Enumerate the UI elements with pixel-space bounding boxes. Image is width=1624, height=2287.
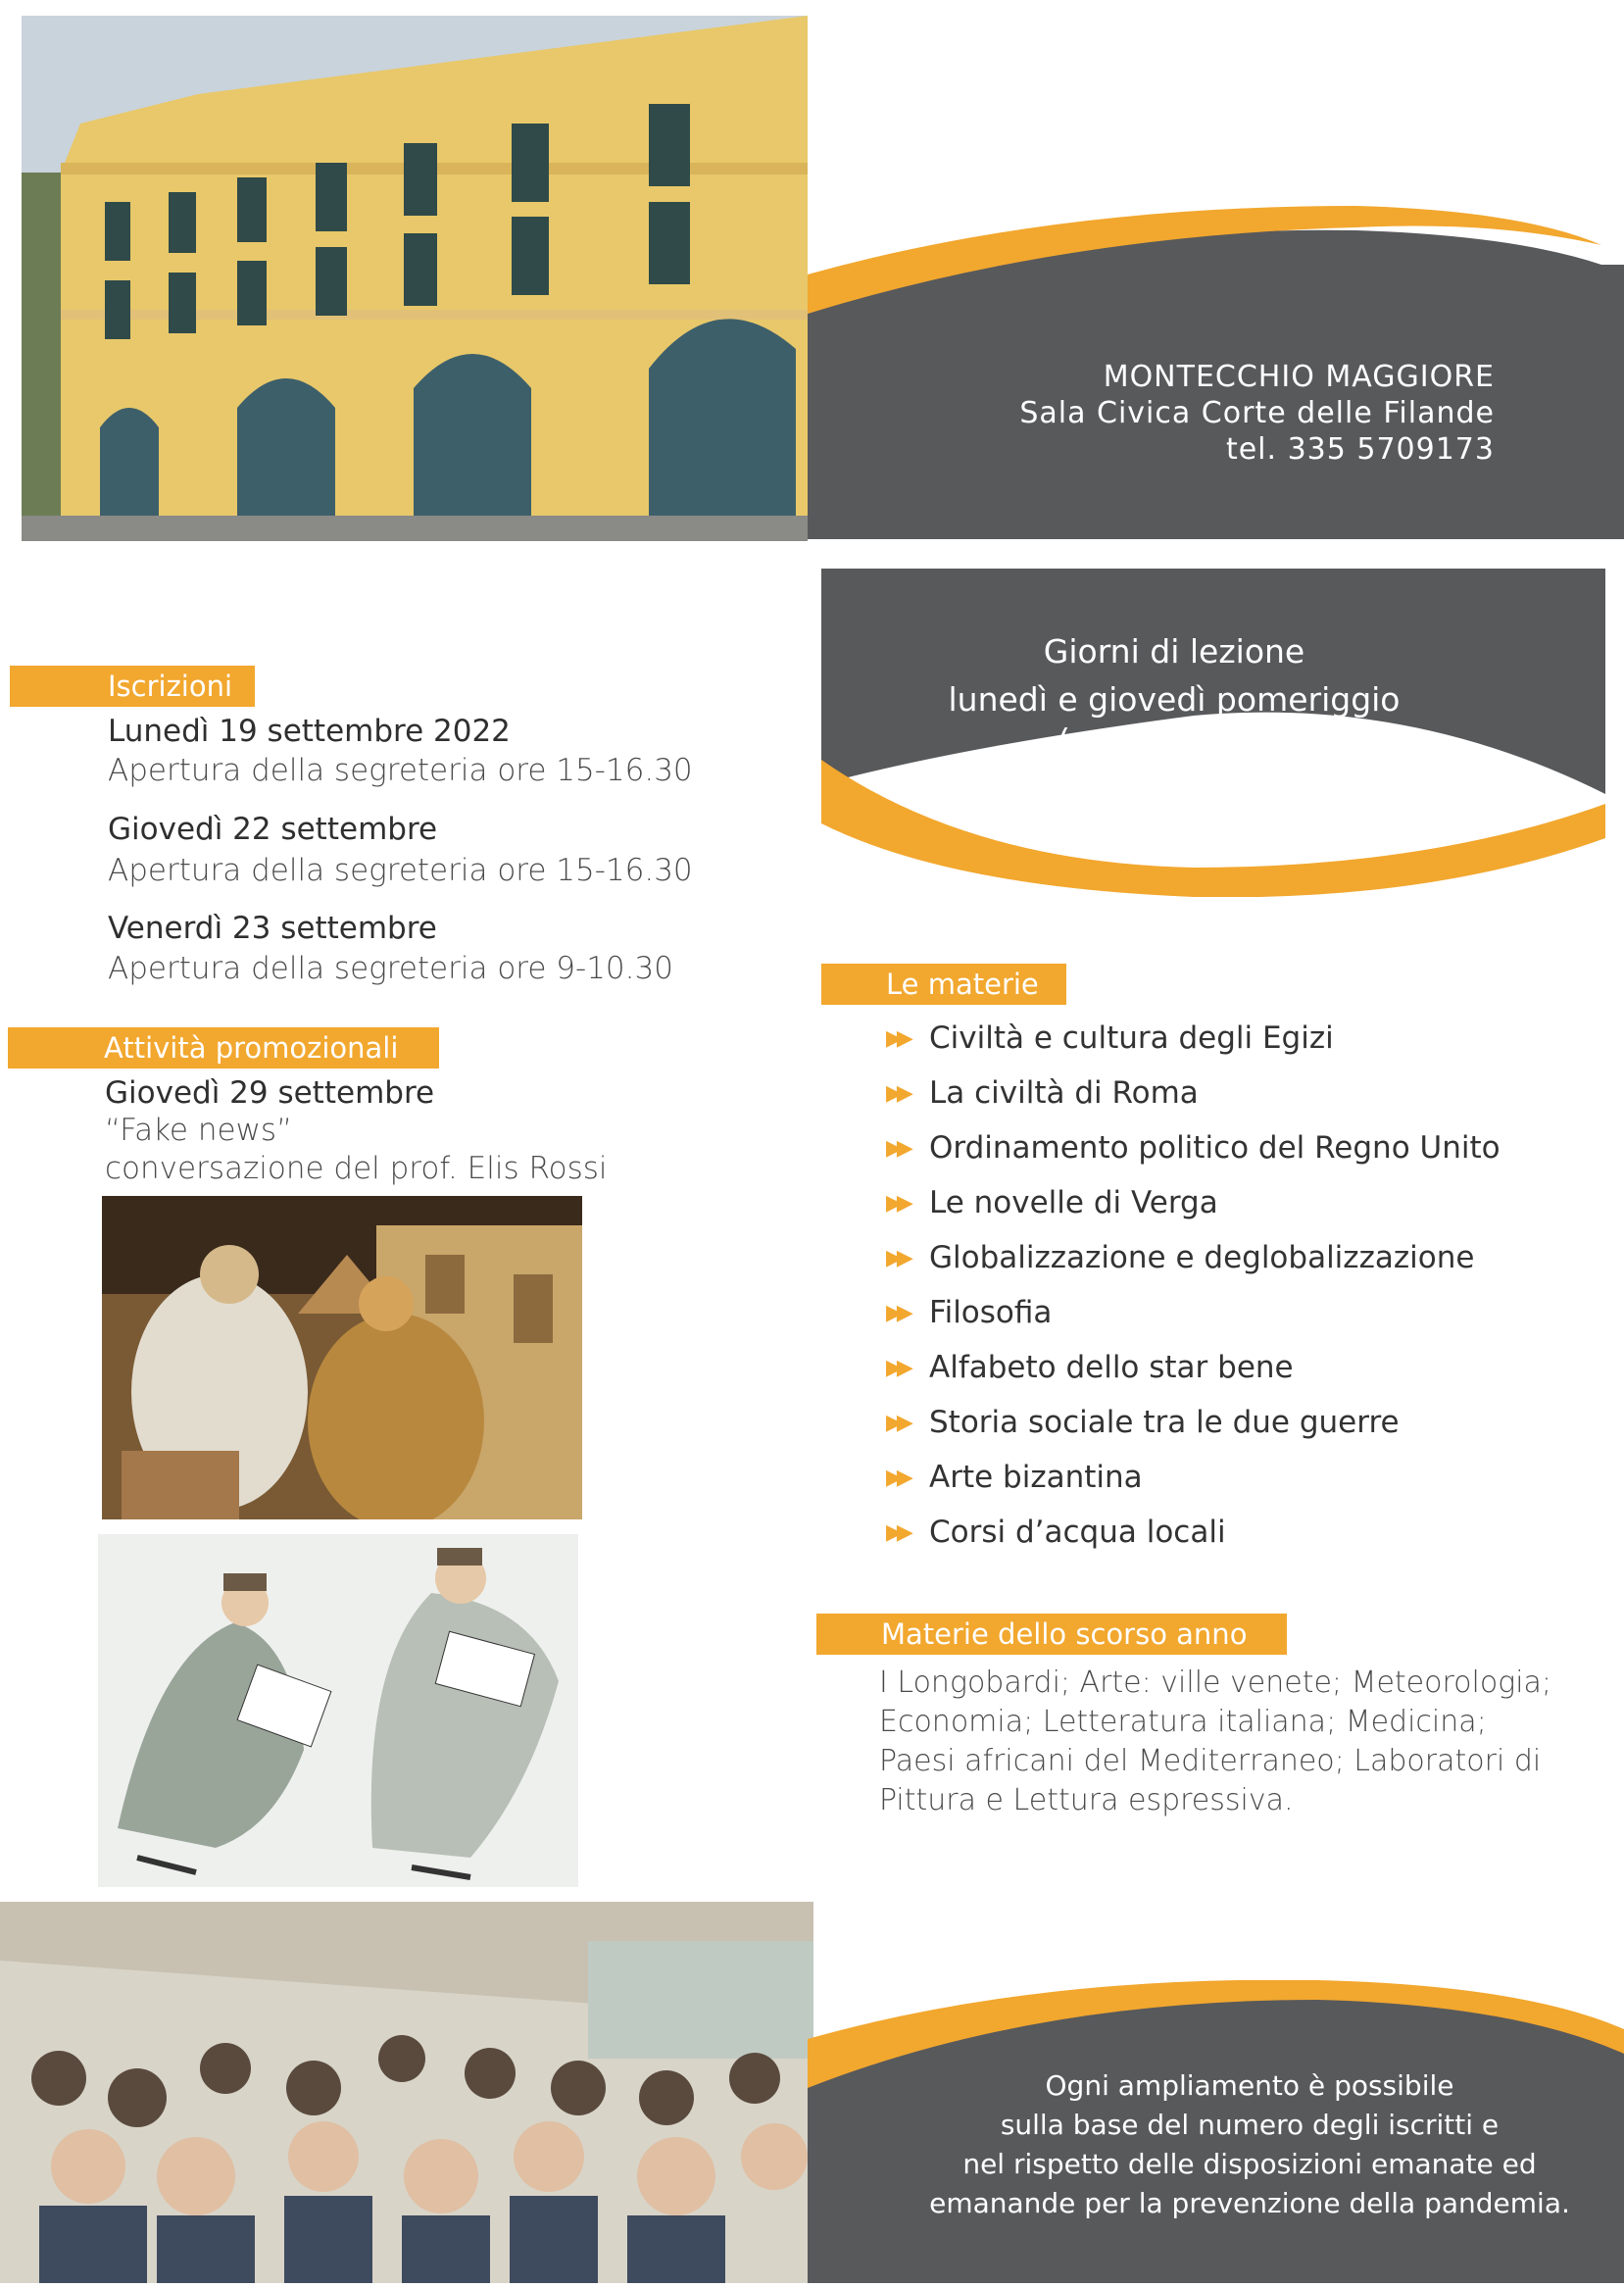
promo-tag xyxy=(8,1027,439,1069)
promo-title: “Fake news” xyxy=(105,1113,293,1148)
lessons-title: Giorni di lezione xyxy=(1043,632,1305,671)
promo-label: Attività promozionali xyxy=(104,1031,399,1065)
fresco-image xyxy=(102,1196,582,1519)
double-arrow-icon: ▶▶ xyxy=(886,1135,908,1161)
location-phone: tel. 335 5709173 xyxy=(1225,432,1495,467)
subject-label: Globalizzazione e deglobalizzazione xyxy=(929,1240,1475,1275)
subject-item xyxy=(886,1120,1501,1175)
materie-label: Le materie xyxy=(886,968,1039,1001)
footer-line: sulla base del numero degli iscritti e xyxy=(1000,2109,1500,2141)
past-line: Pittura e Lettura espressiva. xyxy=(879,1783,1294,1817)
subject-label: Corsi d’acqua locali xyxy=(929,1515,1226,1550)
subject-label: Alfabeto dello star bene xyxy=(929,1350,1294,1385)
iscrizioni-tag xyxy=(10,666,255,707)
subject-item xyxy=(886,1395,1501,1450)
double-arrow-icon: ▶▶ xyxy=(886,1245,908,1270)
past-label: Materie dello scorso anno xyxy=(881,1617,1248,1651)
promo-speaker: conversazione del prof. Elis Rossi xyxy=(105,1151,608,1186)
subject-label: Arte bizantina xyxy=(929,1460,1143,1495)
iscrizioni-date-3: Venerdì 23 settembre xyxy=(108,911,437,946)
double-arrow-icon: ▶▶ xyxy=(886,1519,908,1545)
subject-item xyxy=(886,1285,1501,1340)
past-text xyxy=(879,1664,1551,1820)
past-tag xyxy=(816,1614,1287,1655)
past-line: Economia; Letteratura italiana; Medicina; xyxy=(879,1705,1487,1739)
location-venue: Sala Civica Corte delle Filande xyxy=(1019,396,1495,430)
subject-label: La civiltà di Roma xyxy=(929,1075,1199,1111)
subject-label: Storia sociale tra le due guerre xyxy=(929,1405,1400,1440)
location-text xyxy=(882,359,1495,468)
double-arrow-icon: ▶▶ xyxy=(886,1025,908,1051)
lessons-hours: (ore 15-16.30) xyxy=(1058,721,1291,760)
double-arrow-icon: ▶▶ xyxy=(886,1465,908,1490)
iscrizioni-date-2: Giovedì 22 settembre xyxy=(108,812,438,847)
location-city: MONTECCHIO MAGGIORE xyxy=(1103,360,1495,394)
subject-item xyxy=(886,1230,1501,1285)
double-arrow-icon: ▶▶ xyxy=(886,1300,908,1325)
promo-date: Giovedì 29 settembre xyxy=(105,1075,435,1111)
subject-item xyxy=(886,1340,1501,1395)
footer-text xyxy=(911,2066,1588,2223)
iscrizioni-text-3: Apertura della segreteria ore 9-10.30 xyxy=(108,951,673,986)
footer-line: emanande per la prevenzione della pandemia. xyxy=(929,2187,1570,2219)
subject-label: Le novelle di Verga xyxy=(929,1185,1218,1220)
subject-item xyxy=(886,1505,1501,1560)
fake-news-cartoon xyxy=(98,1534,578,1887)
past-line: I Longobardi; Arte: ville venete; Meteorologia; xyxy=(879,1666,1552,1700)
subject-item xyxy=(886,1450,1501,1505)
footer-line: nel rispetto delle disposizioni emanate ed xyxy=(962,2148,1537,2180)
iscrizioni-text-1: Apertura della segreteria ore 15-16.30 xyxy=(108,753,693,788)
subject-item xyxy=(886,1066,1501,1120)
subject-label: Civiltà e cultura degli Egizi xyxy=(929,1020,1334,1056)
materie-tag xyxy=(821,964,1066,1005)
subject-label: Filosofia xyxy=(929,1295,1053,1330)
double-arrow-icon: ▶▶ xyxy=(886,1080,908,1106)
subject-item xyxy=(886,1011,1501,1066)
double-arrow-icon: ▶▶ xyxy=(886,1190,908,1216)
materie-list xyxy=(886,1011,1501,1560)
footer-line: Ogni ampliamento è possibile xyxy=(1045,2069,1454,2102)
double-arrow-icon: ▶▶ xyxy=(886,1355,908,1380)
lessons-days: lunedì e giovedì pomeriggio xyxy=(948,680,1401,719)
subject-item xyxy=(886,1175,1501,1230)
iscrizioni-date-1: Lunedì 19 settembre 2022 xyxy=(108,714,511,749)
past-line: Paesi africani del Mediterraneo; Laboratori di xyxy=(879,1744,1542,1778)
iscrizioni-label: Iscrizioni xyxy=(108,670,233,703)
subject-label: Ordinamento politico del Regno Unito xyxy=(929,1130,1501,1166)
building-photo xyxy=(22,16,808,541)
iscrizioni-text-2: Apertura della segreteria ore 15-16.30 xyxy=(108,853,693,888)
double-arrow-icon: ▶▶ xyxy=(886,1410,908,1435)
lessons-text xyxy=(821,627,1527,759)
audience-photo xyxy=(0,1902,813,2283)
